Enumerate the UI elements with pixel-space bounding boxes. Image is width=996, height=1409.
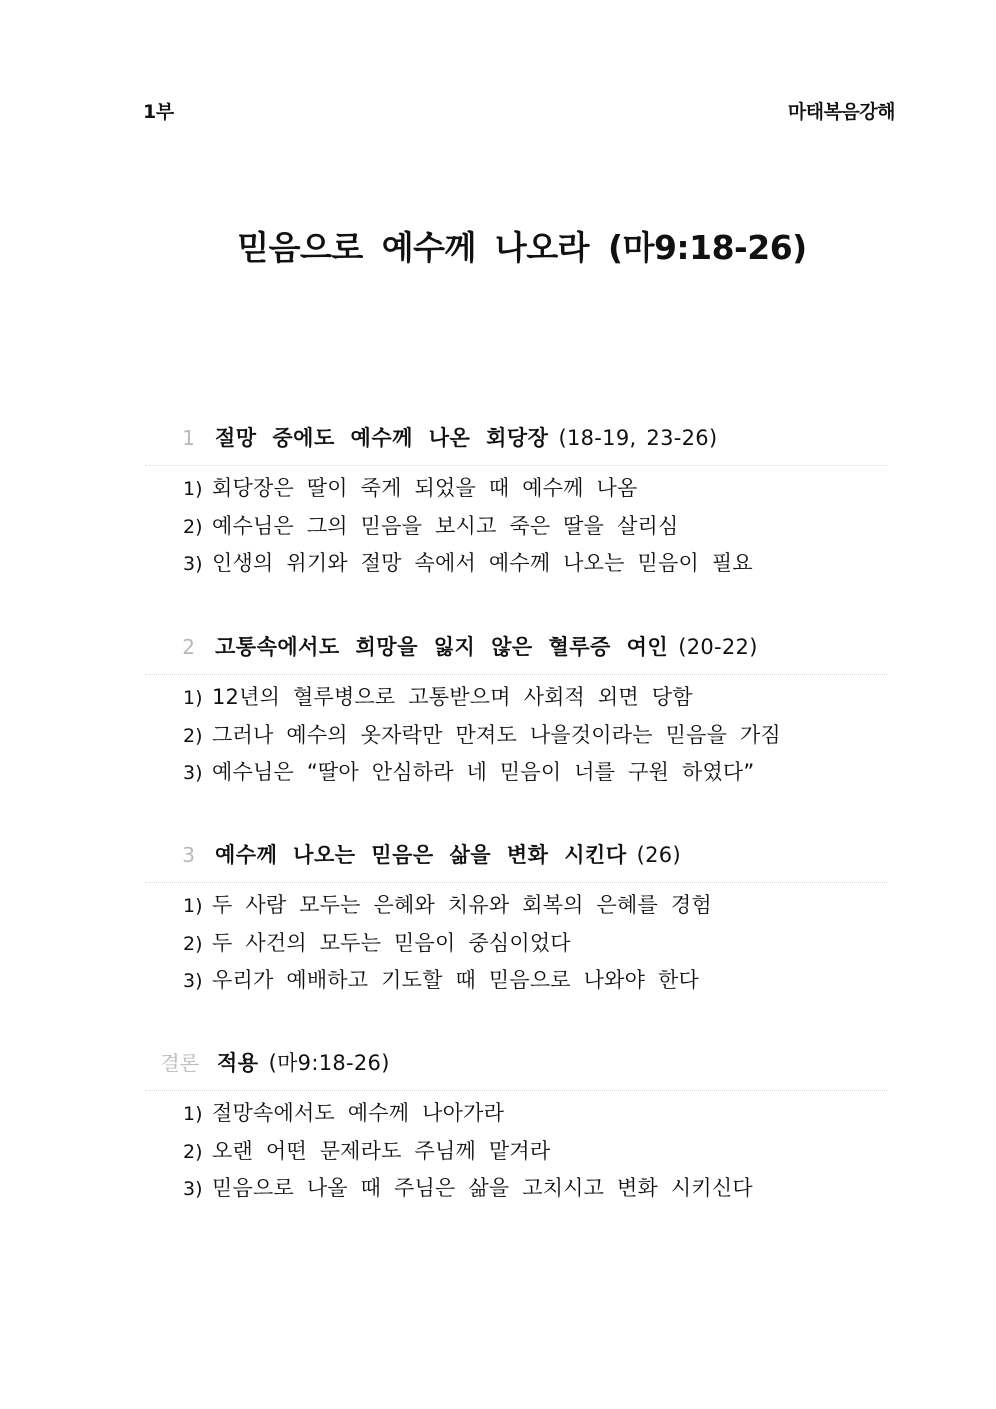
list-item xyxy=(183,679,887,717)
section-items xyxy=(183,679,887,792)
list-item xyxy=(183,754,887,792)
list-item xyxy=(183,545,887,583)
section-items xyxy=(183,470,887,583)
item-number: 3) xyxy=(183,970,203,992)
section-reference: (마9:18-26) xyxy=(268,1051,390,1075)
item-text: 회당장은 딸이 죽게 되었을 때 예수께 나옴 xyxy=(212,476,638,500)
section-number: 결론 xyxy=(160,1051,199,1075)
item-number: 1) xyxy=(183,895,203,917)
section-number: 3 xyxy=(182,843,195,867)
section-heading xyxy=(145,423,887,453)
list-item xyxy=(183,1133,887,1171)
list-item xyxy=(183,962,887,1000)
section-number: 1 xyxy=(182,426,195,450)
item-text: 두 사람 모두는 은혜와 치유와 회복의 은혜를 경험 xyxy=(212,893,712,917)
section-divider xyxy=(145,465,887,466)
item-number: 3) xyxy=(183,1178,203,1200)
section-reference: (18-19, 23-26) xyxy=(558,426,718,450)
list-item xyxy=(183,508,887,546)
section-heading xyxy=(145,1048,887,1078)
item-text: 절망속에서도 예수께 나아가라 xyxy=(212,1101,505,1125)
item-text: 믿음으로 나올 때 주님은 삶을 고치시고 변화 시키신다 xyxy=(212,1176,753,1200)
list-item xyxy=(183,887,887,925)
item-number: 2) xyxy=(183,932,203,955)
section-reference: (26) xyxy=(636,843,681,867)
item-number: 1) xyxy=(183,687,203,709)
section-2 xyxy=(145,632,887,792)
section-title: 적용 xyxy=(217,1051,259,1075)
item-number: 3) xyxy=(183,553,203,575)
list-item xyxy=(183,470,887,508)
section-divider xyxy=(145,674,887,675)
section-items xyxy=(183,1095,887,1208)
header-part-label: 1부 xyxy=(143,101,174,123)
item-number: 1) xyxy=(183,1103,203,1125)
list-item xyxy=(183,925,887,963)
section-items xyxy=(183,887,887,1000)
section-3 xyxy=(145,840,887,1000)
item-text: 인생의 위기와 절망 속에서 예수께 나오는 믿음이 필요 xyxy=(212,551,753,575)
item-number: 2) xyxy=(183,1140,203,1163)
section-1 xyxy=(145,423,887,583)
header-series-label: 마태복음강해 xyxy=(787,101,895,123)
section-divider xyxy=(145,882,887,883)
list-item xyxy=(183,1095,887,1133)
item-text: 예수님은 그의 믿음을 보시고 죽은 딸을 살리심 xyxy=(212,513,679,538)
section-number: 2 xyxy=(182,635,195,659)
list-item xyxy=(183,1170,887,1208)
item-number: 2) xyxy=(183,724,203,747)
item-text: 우리가 예배하고 기도할 때 믿음으로 나와야 한다 xyxy=(212,968,699,992)
item-number: 2) xyxy=(183,515,203,538)
section-title: 고통속에서도 희망을 잃지 않은 혈루증 여인 xyxy=(215,635,669,659)
section-title: 예수께 나오는 믿음은 삶을 변화 시킨다 xyxy=(215,843,627,867)
page-title: 믿음으로 예수께 나오라 (마9:18-26) xyxy=(237,228,807,267)
section-conclusion xyxy=(145,1048,887,1208)
section-title: 절망 중에도 예수께 나온 회당장 xyxy=(215,426,549,450)
section-divider xyxy=(145,1090,887,1091)
item-text: 12년의 혈루병으로 고통받으며 사회적 외면 당함 xyxy=(212,685,693,709)
section-heading xyxy=(145,632,887,662)
section-reference: (20-22) xyxy=(678,635,758,659)
item-text: 예수님은 “딸아 안심하라 네 믿음이 너를 구원 하였다” xyxy=(212,760,755,784)
list-item xyxy=(183,717,887,755)
section-heading xyxy=(145,840,887,870)
item-number: 3) xyxy=(183,762,203,784)
item-text: 오랜 어떤 문제라도 주님께 맡겨라 xyxy=(212,1138,551,1163)
item-text: 그러나 예수의 옷자락만 만져도 나을것이라는 믿음을 가짐 xyxy=(212,722,781,747)
item-text: 두 사건의 모두는 믿음이 중심이었다 xyxy=(212,930,571,955)
item-number: 1) xyxy=(183,478,203,500)
